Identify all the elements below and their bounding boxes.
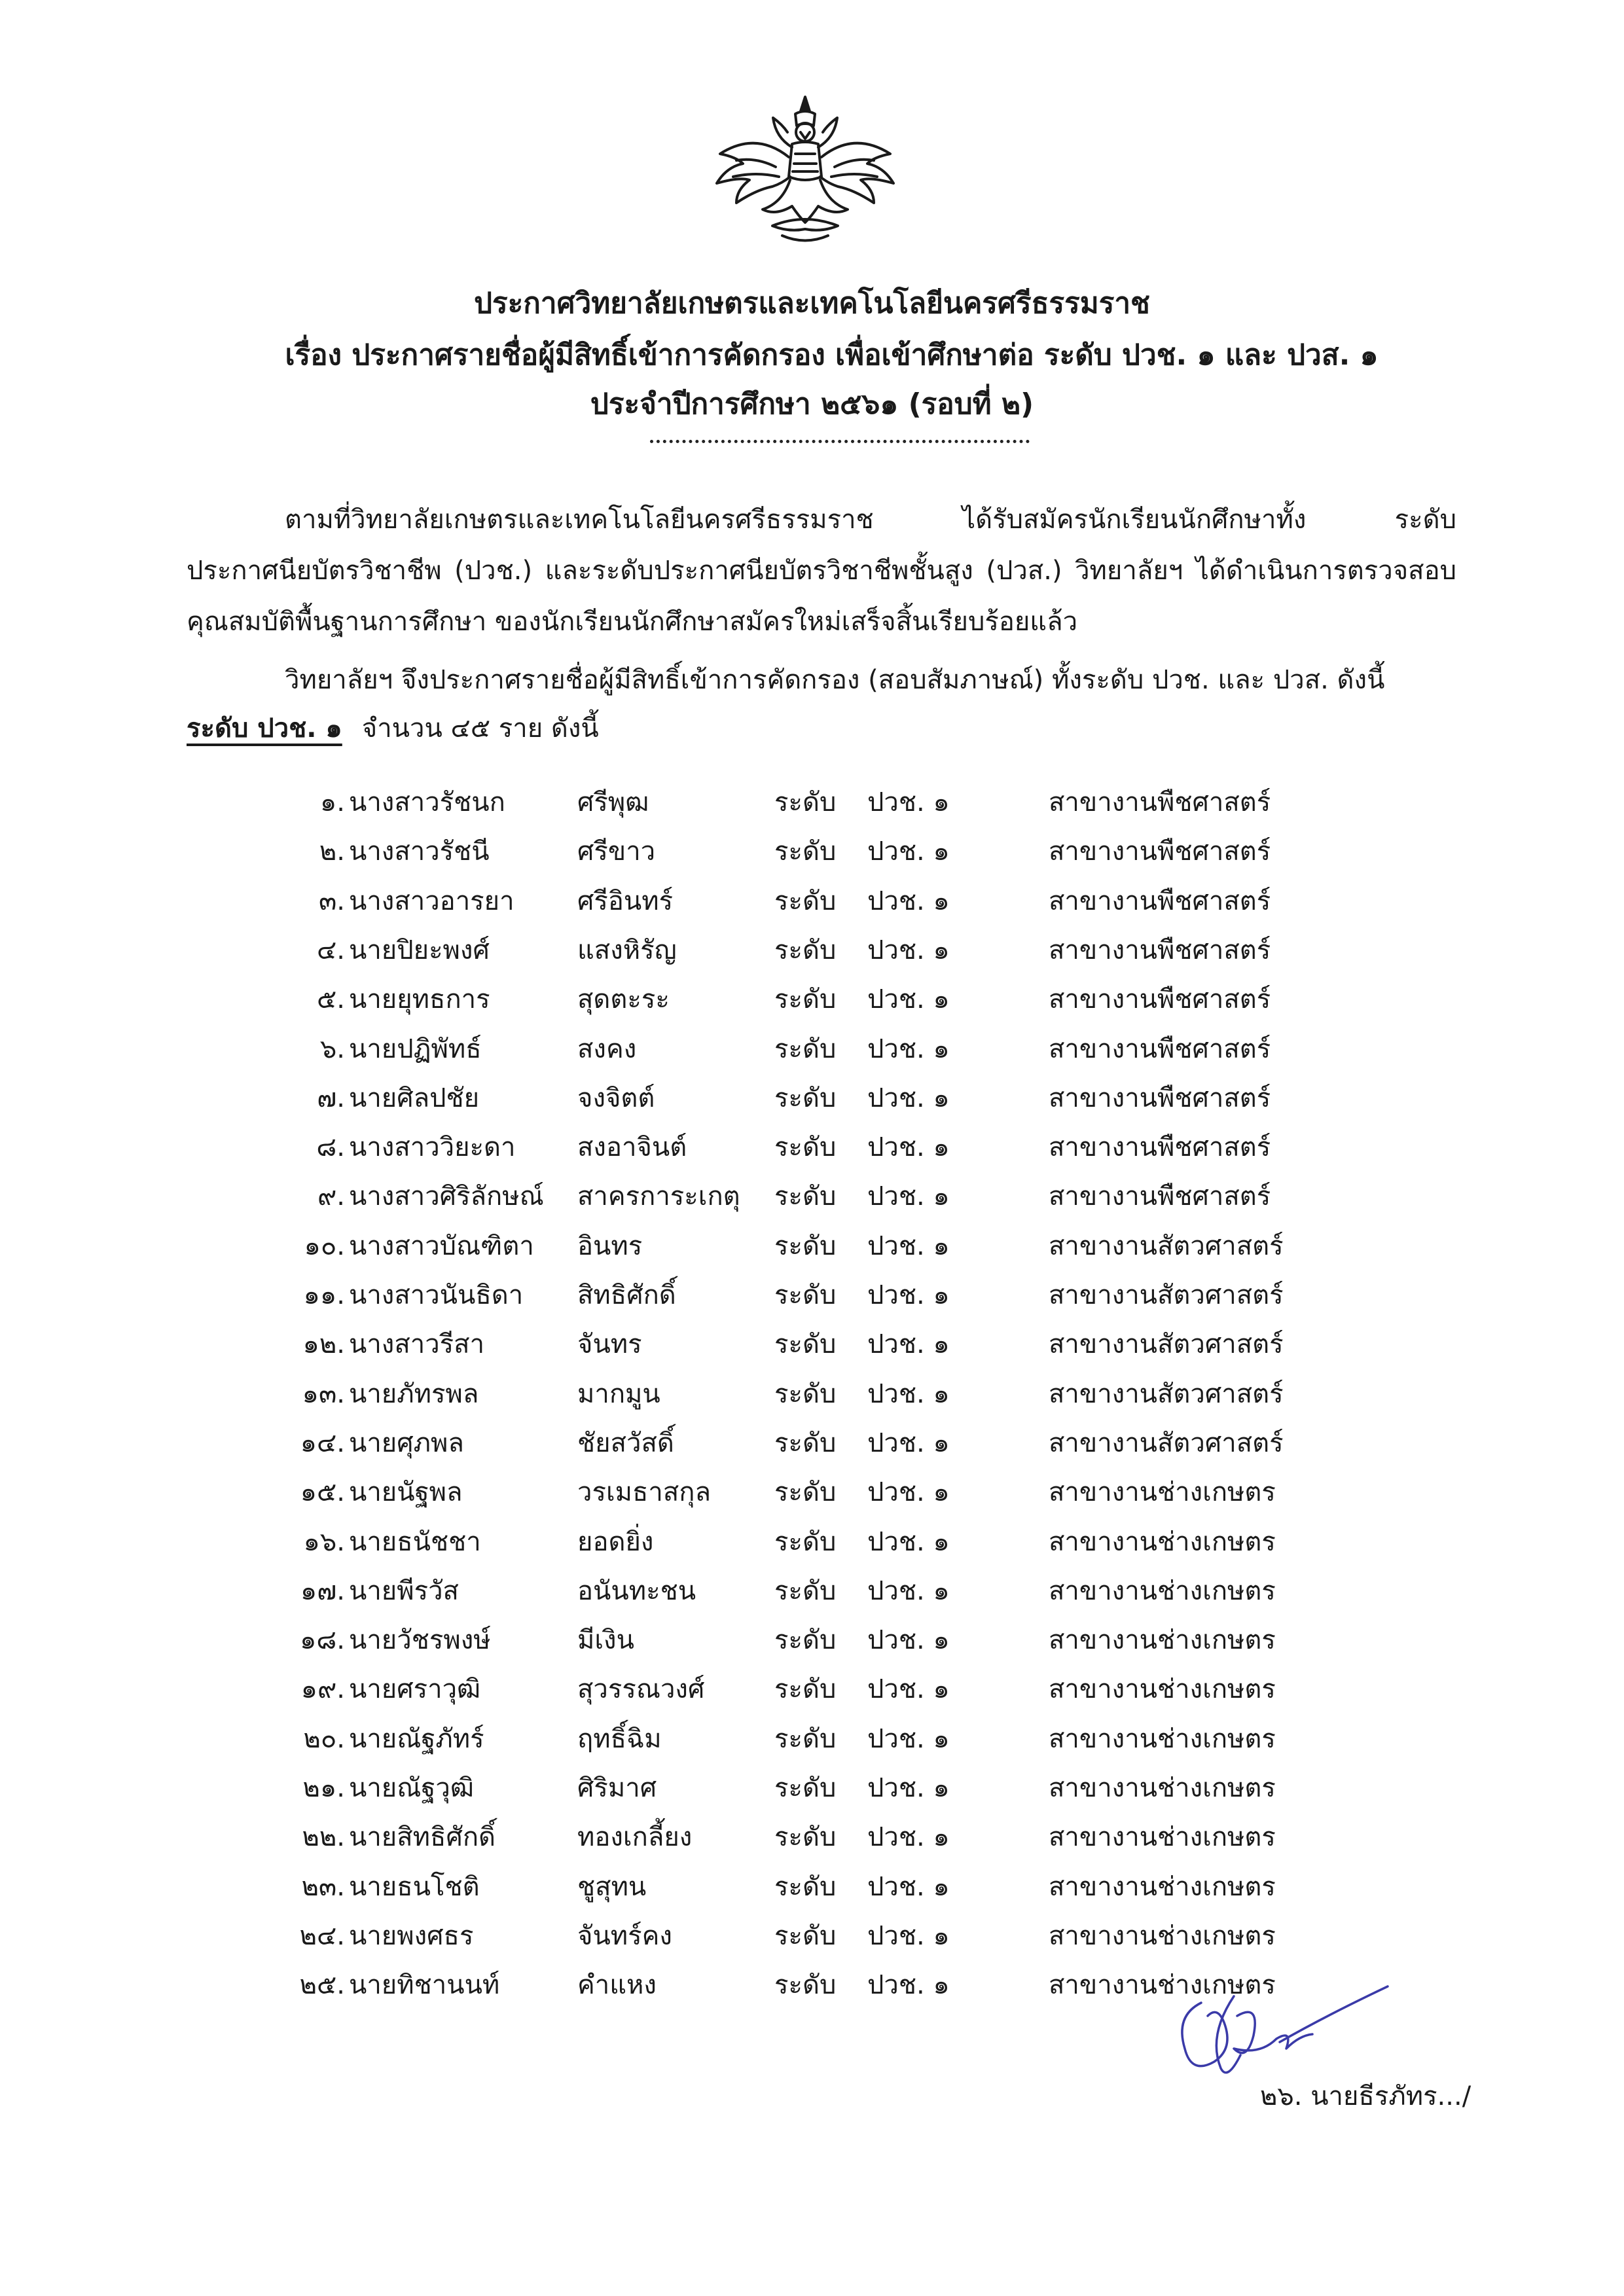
student-number: ๑. <box>319 787 345 817</box>
student-name: นายพีรวัส <box>349 1575 459 1606</box>
student-program: ปวช. ๑ <box>867 836 950 867</box>
student-major: สาขางานพืชศาสตร์ <box>1049 886 1271 916</box>
student-name: นายศิลปชัย <box>349 1083 480 1113</box>
student-program: ปวช. ๑ <box>867 1083 950 1113</box>
student-surname: ฤทธิ์ฉิม <box>577 1723 662 1754</box>
intro-paragraph-text: ตามที่วิทยาลัยเกษตรและเทคโนโลยีนครศรีธรรมราช ได้รับสมัครนักเรียนนักศึกษาทั้ง ระดับประกาศนียบัตรวิชาชีพ (ปวช.) และระดับประกาศนียบัตรวิชาชีพชั้นสูง (ปวส.) วิทยาลัยฯ ได้ดำเนินการตรวจสอบคุณสมบัติพื้นฐานการศึกษา ของนักเรียนนักศึกษาสมัครใหม่เสร็จสิ้นเรียบร้อยแล้ว <box>187 505 1456 637</box>
student-name: นายณัฐภัทร์ <box>349 1723 484 1754</box>
student-number: ๑๘. <box>300 1625 345 1656</box>
student-surname: ศรีอินทร์ <box>577 886 674 916</box>
student-number: ๘. <box>316 1132 345 1163</box>
student-level-label: ระดับ <box>774 1181 837 1212</box>
student-level-label: ระดับ <box>774 1132 837 1163</box>
student-number: ๕. <box>317 984 345 1015</box>
student-program: ปวช. ๑ <box>867 1280 950 1310</box>
student-number: ๙. <box>317 1181 345 1212</box>
student-surname: จงจิตต์ <box>577 1083 655 1113</box>
student-program: ปวช. ๑ <box>867 1427 950 1458</box>
student-surname: สงคง <box>577 1033 637 1064</box>
intro-paragraph <box>187 494 1456 647</box>
student-name: นายณัฐวุฒิ <box>349 1773 475 1803</box>
garuda-emblem-icon <box>710 92 900 252</box>
student-name: นางสาวนันธิดา <box>349 1280 524 1310</box>
announcement-title: ประกาศวิทยาลัยเกษตรและเทคโนโลยีนครศรีธรรมราช <box>474 287 1150 320</box>
student-surname: วรเมธาสกุล <box>577 1477 712 1508</box>
academic-year: ประจำปีการศึกษา ๒๕๖๑ (รอบที่ ๒) <box>590 387 1034 421</box>
student-program: ปวช. ๑ <box>867 1378 950 1409</box>
student-name: นายวัชรพงษ์ <box>349 1625 491 1656</box>
student-surname: ศรีพุฒ <box>577 787 649 817</box>
student-number: ๗. <box>317 1083 345 1113</box>
student-major: สาขางานพืชศาสตร์ <box>1049 1181 1271 1212</box>
student-major: สาขางานช่างเกษตร <box>1049 1970 1276 2001</box>
student-major: สาขางานช่างเกษตร <box>1049 1871 1276 1902</box>
student-number: ๑๔. <box>300 1427 345 1458</box>
student-program: ปวช. ๑ <box>867 1477 950 1508</box>
student-program: ปวช. ๑ <box>867 1575 950 1606</box>
student-program: ปวช. ๑ <box>867 1329 950 1360</box>
student-surname: ชูสุทน <box>577 1871 647 1902</box>
student-major: สาขางานสัตวศาสตร์ <box>1049 1230 1284 1261</box>
student-level-label: ระดับ <box>774 886 837 916</box>
student-level-label: ระดับ <box>774 1625 837 1656</box>
student-program: ปวช. ๑ <box>867 1526 950 1557</box>
student-major: สาขางานช่างเกษตร <box>1049 1674 1276 1705</box>
student-program: ปวช. ๑ <box>867 1033 950 1064</box>
student-major: สาขางานช่างเกษตร <box>1049 1822 1276 1853</box>
student-program: ปวช. ๑ <box>867 1871 950 1902</box>
student-surname: สาครการะเกตุ <box>577 1181 740 1212</box>
student-major: สาขางานพืชศาสตร์ <box>1049 935 1271 965</box>
student-major: สาขางานสัตวศาสตร์ <box>1049 1427 1284 1458</box>
student-program: ปวช. ๑ <box>867 1920 950 1951</box>
student-name: นายนัฐพล <box>349 1477 463 1508</box>
student-level-label: ระดับ <box>774 1378 837 1409</box>
student-number: ๑๖. <box>303 1526 345 1557</box>
student-program: ปวช. ๑ <box>867 1181 950 1212</box>
student-surname: คำแหง <box>577 1970 657 2001</box>
student-name: นายศุภพล <box>349 1427 464 1458</box>
student-number: ๔. <box>317 935 345 965</box>
student-surname: ศรีขาว <box>577 836 656 867</box>
student-name: นางสาวศิริลักษณ์ <box>349 1181 544 1212</box>
student-level-label: ระดับ <box>774 1427 837 1458</box>
student-surname: อินทร <box>577 1230 643 1261</box>
student-major: สาขางานสัตวศาสตร์ <box>1049 1280 1284 1310</box>
student-surname: อนันทะชน <box>577 1575 696 1606</box>
student-name: นางสาวรัชนี <box>349 836 490 867</box>
student-name: นายธนัชชา <box>349 1526 481 1557</box>
student-number: ๒๐. <box>303 1723 345 1754</box>
student-major: สาขางานพืชศาสตร์ <box>1049 836 1271 867</box>
student-surname: จันทร์คง <box>577 1920 672 1951</box>
student-name: นายภัทรพล <box>349 1378 479 1409</box>
student-number: ๒๔. <box>299 1920 345 1951</box>
student-surname: ศิริมาศ <box>577 1773 657 1803</box>
student-program: ปวช. ๑ <box>867 1625 950 1656</box>
student-program: ปวช. ๑ <box>867 886 950 916</box>
student-name: นางสาวรีสา <box>349 1329 485 1360</box>
section-count: จำนวน ๔๕ ราย ดังนี้ <box>361 713 599 744</box>
student-major: สาขางานช่างเกษตร <box>1049 1723 1276 1754</box>
student-program: ปวช. ๑ <box>867 935 950 965</box>
student-program: ปวช. ๑ <box>867 1822 950 1853</box>
student-level-label: ระดับ <box>774 1920 837 1951</box>
student-number: ๑๗. <box>300 1575 345 1606</box>
student-name: นางสาวรัชนก <box>349 787 505 817</box>
student-number: ๑๒. <box>302 1329 345 1360</box>
student-level-label: ระดับ <box>774 1723 837 1754</box>
student-level-label: ระดับ <box>774 1822 837 1853</box>
student-name: นายสิทธิศักดิ์ <box>349 1822 496 1853</box>
student-number: ๒๕. <box>299 1970 345 2001</box>
student-number: ๓. <box>318 886 345 916</box>
student-program: ปวช. ๑ <box>867 1970 950 2001</box>
student-program: ปวช. ๑ <box>867 1132 950 1163</box>
student-name: นางสาวอารยา <box>349 886 514 916</box>
student-major: สาขางานสัตวศาสตร์ <box>1049 1378 1284 1409</box>
student-major: สาขางานช่างเกษตร <box>1049 1575 1276 1606</box>
student-major: สาขางานช่างเกษตร <box>1049 1920 1276 1951</box>
student-name: นายยุทธการ <box>349 984 490 1015</box>
student-program: ปวช. ๑ <box>867 1773 950 1803</box>
student-level-label: ระดับ <box>774 1083 837 1113</box>
student-major: สาขางานพืชศาสตร์ <box>1049 1132 1271 1163</box>
student-surname: จันทร <box>577 1329 642 1360</box>
student-number: ๑๑. <box>303 1280 345 1310</box>
student-level-label: ระดับ <box>774 1477 837 1508</box>
student-name: นายปฏิพัทธ์ <box>349 1033 482 1064</box>
student-level-label: ระดับ <box>774 935 837 965</box>
student-surname: แสงหิรัญ <box>577 935 677 965</box>
student-name: นายธนโชติ <box>349 1871 480 1902</box>
student-name: นางสาวบัณฑิตา <box>349 1230 534 1261</box>
student-program: ปวช. ๑ <box>867 984 950 1015</box>
student-number: ๑๓. <box>302 1378 345 1409</box>
student-level-label: ระดับ <box>774 1230 837 1261</box>
student-major: สาขางานช่างเกษตร <box>1049 1625 1276 1656</box>
student-program: ปวช. ๑ <box>867 1723 950 1754</box>
student-major: สาขางานพืชศาสตร์ <box>1049 984 1271 1015</box>
student-surname: สงอาจินต์ <box>577 1132 687 1163</box>
student-level-label: ระดับ <box>774 1280 837 1310</box>
student-level-label: ระดับ <box>774 1871 837 1902</box>
student-surname: สุดตะระ <box>577 984 670 1015</box>
student-name: นายพงศธร <box>349 1920 474 1951</box>
student-number: ๒๓. <box>301 1871 345 1902</box>
student-level-label: ระดับ <box>774 1773 837 1803</box>
student-number: ๒. <box>319 836 345 867</box>
student-major: สาขางานช่างเกษตร <box>1049 1773 1276 1803</box>
dotted-divider <box>650 440 1030 443</box>
student-major: สาขางานพืชศาสตร์ <box>1049 1033 1271 1064</box>
announcement-paragraph: วิทยาลัยฯ จึงประกาศรายชื่อผู้มีสิทธิ์เข้าการคัดกรอง (สอบสัมภาษณ์) ทั้งระดับ ปวช. และ ปวส. ดังนี้ <box>285 665 1385 695</box>
student-number: ๑๕. <box>300 1477 345 1508</box>
student-surname: ทองเกลี้ยง <box>577 1822 693 1853</box>
student-surname: สิทธิศักดิ์ <box>577 1280 676 1310</box>
student-level-label: ระดับ <box>774 1674 837 1705</box>
student-surname: ชัยสวัสดิ์ <box>577 1427 674 1458</box>
student-program: ปวช. ๑ <box>867 1674 950 1705</box>
student-major: สาขางานช่างเกษตร <box>1049 1477 1276 1508</box>
student-major: สาขางานพืชศาสตร์ <box>1049 787 1271 817</box>
student-name: นายศราวุฒิ <box>349 1674 481 1705</box>
continuation-note: ๒๖. นายธีรภัทร.../ <box>1260 2081 1471 2111</box>
section-heading <box>187 707 599 749</box>
student-program: ปวช. ๑ <box>867 1230 950 1261</box>
student-number: ๑๙. <box>300 1674 345 1705</box>
student-level-label: ระดับ <box>774 1329 837 1360</box>
student-level-label: ระดับ <box>774 1033 837 1064</box>
student-name: นายปิยะพงศ์ <box>349 935 490 965</box>
student-surname: สุวรรณวงศ์ <box>577 1674 705 1705</box>
student-major: สาขางานช่างเกษตร <box>1049 1526 1276 1557</box>
student-level-label: ระดับ <box>774 984 837 1015</box>
student-number: ๒๑. <box>302 1773 345 1803</box>
student-level-label: ระดับ <box>774 836 837 867</box>
student-level-label: ระดับ <box>774 1970 837 2001</box>
student-number: ๑๐. <box>304 1230 345 1261</box>
student-level-label: ระดับ <box>774 1575 837 1606</box>
student-level-label: ระดับ <box>774 1526 837 1557</box>
student-surname: มากมูน <box>577 1378 660 1409</box>
section-label: ระดับ ปวช. ๑ <box>187 713 342 744</box>
student-major: สาขางานสัตวศาสตร์ <box>1049 1329 1284 1360</box>
student-program: ปวช. ๑ <box>867 787 950 817</box>
student-surname: ยอดยิ่ง <box>577 1526 654 1557</box>
student-name: นางสาววิยะดา <box>349 1132 516 1163</box>
student-number: ๖. <box>319 1033 345 1064</box>
student-surname: มีเงิน <box>577 1625 634 1656</box>
student-major: สาขางานพืชศาสตร์ <box>1049 1083 1271 1113</box>
announcement-subject: เรื่อง ประกาศรายชื่อผู้มีสิทธิ์เข้าการคัดกรอง เพื่อเข้าศึกษาต่อ ระดับ ปวช. ๑ และ ปวส. ๑ <box>285 338 1379 372</box>
student-name: นายทิชานนท์ <box>349 1970 500 2001</box>
student-number: ๒๒. <box>302 1822 345 1853</box>
student-level-label: ระดับ <box>774 787 837 817</box>
